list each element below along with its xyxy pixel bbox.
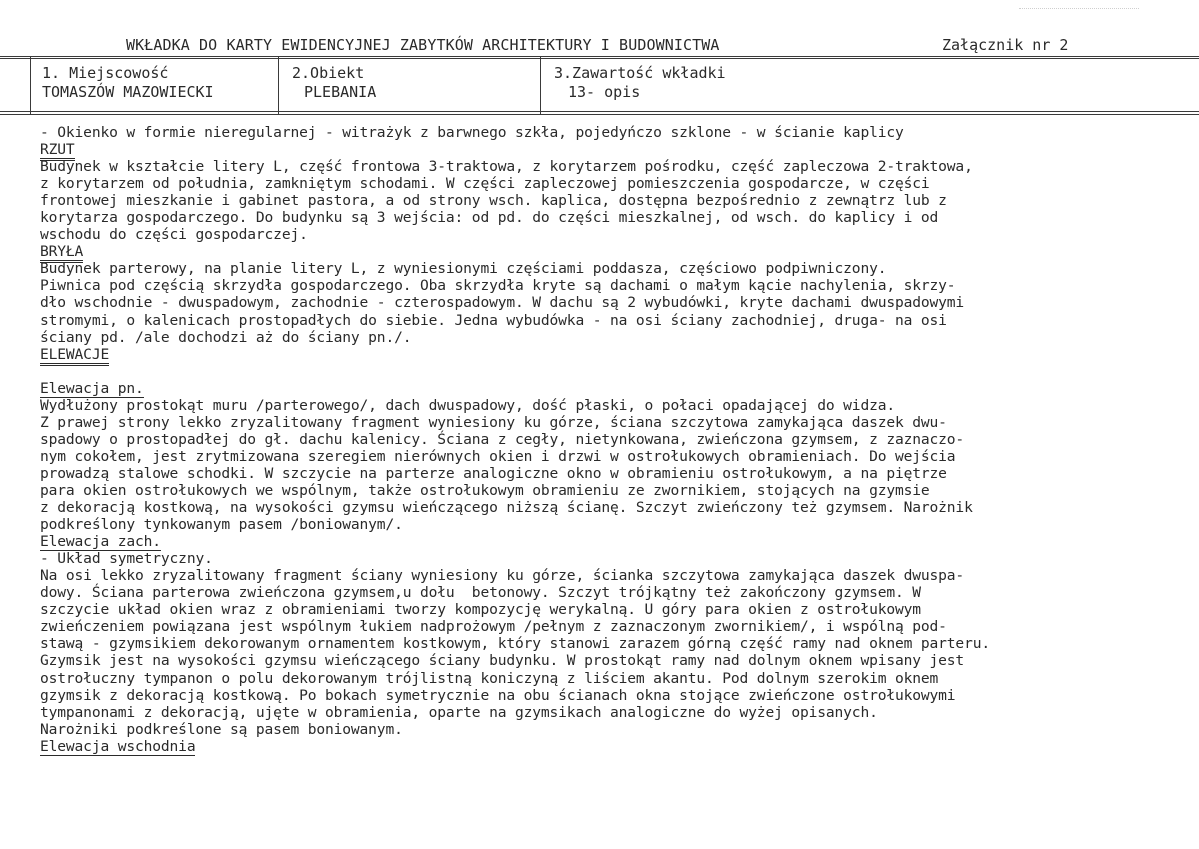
cell-divider-2 [540,57,541,115]
line-text: RZUT [40,141,75,161]
blank-line [40,363,1190,380]
text-line [40,687,1190,704]
line-text: dowy. Ściana parterowa zwieńczona gzymsem,u dołu betonowy. Szczyt trójkątny też zakończony gzymsem. W [40,584,921,602]
line-text: z korytarzem od południa, zamkniętym schodami. W części zapleczowej pomieszczenia gospodarcze, w części [40,175,930,193]
text-line [40,635,1190,652]
object-value: PLEBANIA [304,83,377,101]
subsection-heading [40,738,1190,755]
line-text: Elewacja zach. [40,533,161,551]
line-text: Budynek parterowy, na planie litery L, z wyniesionymi częściami poddasza, częściowo podpiwniczony. [40,260,887,278]
line-text: Wydłużony prostokąt muru /parterowego/, dach dwuspadowy, dość płaski, o połaci opadającej do widza. [40,396,895,414]
text-line [40,294,1190,311]
text-line [40,329,1190,346]
cell-divider-1 [278,57,279,115]
text-line [40,465,1190,482]
text-line [40,448,1190,465]
section-heading [40,346,1190,363]
text-line [40,704,1190,721]
line-text: Narożniki podkreślone są pasem boniowanym. [40,720,403,738]
text-line [40,601,1190,618]
line-text: stromymi, o kalenicach prostopadłych do siebie. Jedna wybudówka - na osi ściany zachodniej, druga- na osi [40,311,947,329]
line-text: ostrołuczny tympanon o polu dekorowanym trójlistną koniczyną z liściem akantu. Pod dolnym szerokim oknem [40,669,939,687]
header-top-rule [0,56,1199,57]
cell-divider-left [30,57,31,115]
text-line [40,550,1190,567]
location-label: 1. Miejscowość [42,64,169,82]
text-line [40,312,1190,329]
text-line [40,260,1190,277]
line-text: Budynek w kształcie litery L, część frontowa 3-traktowa, z korytarzem pośrodku, część zapleczowa 2-traktowa, [40,158,973,176]
text-line [40,124,1190,141]
line-text: szczycie układ okien wraz z obramieniami tworzy kompozycję werykalną. U góry para okien z ostrołukowym [40,601,921,619]
attachment-number: Załącznik nr 2 [942,36,1069,54]
text-line [40,158,1190,175]
line-text: Gzymsik jest na wysokości gzymsu wieńczącego ściany budynku. W prostokąt ramy nad dolnym oknem wpisany jest [40,652,965,670]
text-line [40,670,1190,687]
text-line [40,721,1190,738]
object-label: 2.Obiekt [292,64,365,82]
text-line [40,192,1190,209]
line-text: tympanonami z dekoracją, ujęte w obramienia, oparte na gzymsikach analogiczne do wyżej opisanych. [40,703,878,721]
line-text: ELEWACJE [40,346,109,366]
line-text: - Okienko w formie nieregularnej - witrażyk z barwnego szkła, pojedyńczo szklone - w ścianie kaplicy [40,124,904,141]
line-text: Piwnica pod częścią skrzydła gospodarczego. Oba skrzydła kryte są dachami o małym kącie nachylenia, skrzy- [40,277,956,295]
text-line [40,618,1190,635]
text-line [40,431,1190,448]
form-title: WKŁADKA DO KARTY EWIDENCYJNEJ ZABYTKÓW ARCHITEKTURY I BUDOWNICTWA [126,36,720,54]
line-text: Elewacja pn. [40,379,144,397]
header-bottom-rule [0,111,1199,112]
line-text: Na osi lekko zryzalitowany fragment ściany wyniesiony ku górze, ścianka szczytowa zamykająca daszek dwuspa- [40,567,965,585]
line-text: zwieńczeniem powiązana jest wspólnym łukiem nadprożowym /pełnym z zaznaczonym zwornikiem/, i wspólną pod- [40,618,947,636]
text-line [40,516,1190,533]
line-text: korytarza gospodarczego. Do budynku są 3 wejścia: od pd. do części mieszkalnej, od wsch. do kaplicy i od [40,209,939,227]
line-text: BRYŁA [40,243,83,263]
line-text: - Układ symetryczny. [40,550,213,568]
header-bottom-rule-2 [0,114,1199,115]
line-text: podkreślony tynkowanym pasem /boniowanym/. [40,516,403,534]
line-text: stawą - gzymsikiem dekorowanym ornamentem kostkowym, który stanowi zarazem górną część ramy nad oknem parteru. [40,635,990,653]
line-text: wschodu do części gospodarczej. [40,226,308,244]
line-text: para okien ostrołukowych we wspólnym, także ostrołukowym obramieniu ze zwornikiem, stojących na gzymsie [40,481,930,499]
line-text: frontowej mieszkanie i gabinet pastora, a od strony wsch. kaplica, dostępna bezpośrednio z zewnątrz lub z [40,192,947,210]
text-line [40,567,1190,584]
section-heading [40,243,1190,260]
text-line [40,652,1190,669]
text-line [40,277,1190,294]
text-line [40,499,1190,516]
line-text: prowadzą stalowe schodki. W szczycie na parterze analogiczne okno w obramieniu ostrołukowym, a na piętrze [40,464,947,482]
section-heading [40,141,1190,158]
line-text: Elewacja wschodnia [40,737,196,755]
text-line [40,397,1190,414]
line-text: z dekoracją kostkową, na wysokości gzymsu wieńczącego niższą ścianę. Szczyt zwieńczony też gzymsem. Narożnik [40,499,973,517]
line-text: spadowy o prostopadłej do gł. dachu kalenicy. Ściana z cegły, nietynkowana, zwieńczona gzymsem, z zaznaczo- [40,430,965,448]
text-line [40,414,1190,431]
line-text: dło wschodnie - dwuspadowym, zachodnie - czterospadowym. W dachu są 2 wybudówki, kryte dachami dwuspadowymi [40,294,965,312]
line-text: Z prawej strony lekko zryzalitowany fragment wyniesiony ku górze, ściana szczytowa zamykająca daszek dwu- [40,413,947,431]
header-top-rule-2 [0,58,1199,59]
line-text: ściany pd. /ale dochodzi aż do ściany pn./. [40,328,412,346]
content-label: 3.Zawartość wkładki [554,64,726,82]
description-body [40,124,1190,755]
subsection-heading [40,380,1190,397]
location-value: TOMASZÓW MAZOWIECKI [42,83,214,101]
scan-artifact [1019,8,1139,19]
text-line [40,175,1190,192]
text-line [40,482,1190,499]
content-value: 13- opis [568,83,641,101]
line-text: gzymsik z dekoracją kostkową. Po bokach symetrycznie na obu ścianach okna stojące zwieńczone ostrołukowymi [40,686,956,704]
text-line [40,584,1190,601]
line-text: nym cokołem, jest zrytmizowana szeregiem nierównych okien i drzwi w ostrołukowych obramieniach. Do wejścia [40,447,956,465]
text-line [40,209,1190,226]
text-line [40,226,1190,243]
subsection-heading [40,533,1190,550]
